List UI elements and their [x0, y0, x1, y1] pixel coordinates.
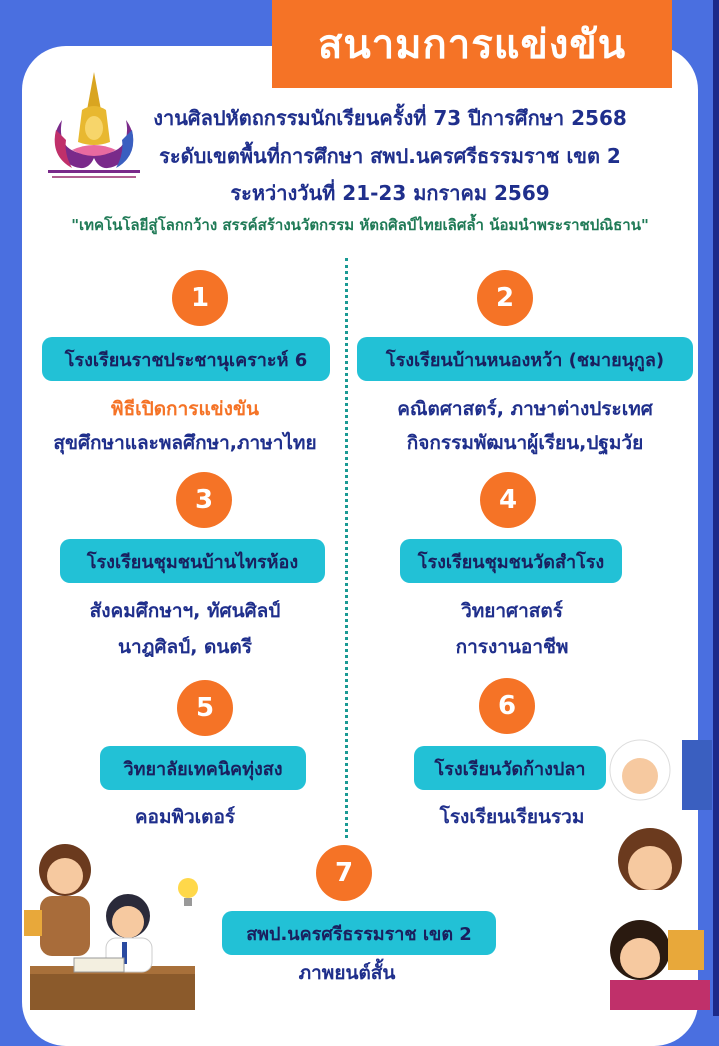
center-dotted-divider — [345, 258, 348, 838]
teacher-student-illustration — [10, 830, 210, 1010]
venue-school-6: โรงเรียนวัดก้างปลา — [414, 746, 606, 790]
header-event-title: งานศิลปหัตถกรรมนักเรียนครั้งที่ 73 ปีการศึกษา 2568 — [153, 106, 627, 130]
venue-subjects-3a: สังคมศึกษาฯ, ทัศนศิลป์ — [89, 600, 281, 622]
header-level: ระดับเขตพื้นที่การศึกษา สพป.นครศรีธรรมราช เขต 2 — [159, 144, 621, 168]
venue-subjects-6a: โรงเรียนเรียนรวม — [439, 806, 585, 828]
venue-number-5: 5 — [177, 680, 233, 736]
venue-school-3: โรงเรียนชุมชนบ้านไทรห้อง — [60, 539, 325, 583]
venue-subjects-2a: คณิตศาสตร์, ภาษาต่างประเทศ — [397, 398, 653, 420]
slogan: "เทคโนโลยีสู่โลกกว้าง สรรค์สร้างนวัตกรรม หัตถศิลป์ไทยเลิศล้ำ น้อมนำพระราชปณิธาน" — [71, 216, 649, 234]
venue-number-3: 3 — [176, 472, 232, 528]
venue-school-1: โรงเรียนราชประชานุเคราะห์ 6 — [42, 337, 330, 381]
venue-school-2: โรงเรียนบ้านหนองหว้า (ชมายนุกูล) — [357, 337, 693, 381]
venue-subjects-4a: วิทยาศาสตร์ — [461, 600, 563, 622]
venue-number-7: 7 — [316, 845, 372, 901]
venue-school-5: วิทยาลัยเทคนิคทุ่งสง — [100, 746, 306, 790]
venue-subjects-1a: สุขศึกษาและพลศึกษา,ภาษาไทย — [53, 432, 317, 454]
venue-number-4: 4 — [480, 472, 536, 528]
venue-subjects-7a: ภาพยนต์สั้น — [298, 962, 396, 984]
venue-number-2: 2 — [477, 270, 533, 326]
venue-subjects-2b: กิจกรรมพัฒนาผู้เรียน,ปฐมวัย — [406, 432, 644, 454]
title-banner — [272, 0, 672, 88]
venue-number-1: 1 — [172, 270, 228, 326]
students-illustration — [590, 730, 715, 1010]
header-dates: ระหว่างวันที่ 21-23 มกราคม 2569 — [230, 181, 550, 205]
page-title: สนามการแข่งขัน — [317, 22, 627, 68]
venue-subjects-4b: การงานอาชีพ — [455, 636, 569, 658]
venue-subjects-5a: คอมพิวเตอร์ — [134, 806, 236, 828]
venue-school-7: สพป.นครศรีธรรมราช เขต 2 — [222, 911, 496, 955]
venue-number-6: 6 — [479, 678, 535, 734]
venue-highlight-1: พิธีเปิดการแข่งขัน — [111, 398, 259, 420]
venue-subjects-3b: นาฎศิลป์, ดนตรี — [118, 636, 252, 658]
venue-school-4: โรงเรียนชุมชนวัดสำโรง — [400, 539, 622, 583]
